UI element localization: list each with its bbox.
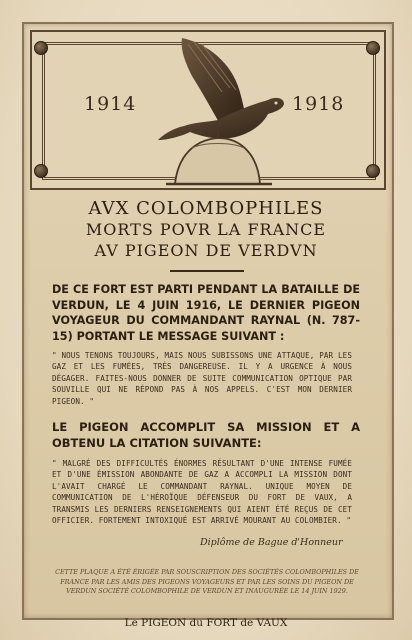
year-right: 1918 [292,93,345,115]
paragraph-departure: DE CE FORT EST PARTI PENDANT LA BATAILLE DE VERDUN, LE 4 JUIN 1916, LE DERNIER PIGEON VOYAGEUR DU COMMANDANT RAYNAL (N. 787-15) PORTANT LE MESSAGE SUIVANT : [52,283,360,343]
postcard-caption: Le PIGEON du FORT de VAUX [124,617,288,629]
year-left: 1914 [84,93,137,115]
title-line-2: MORTS POVR LA FRANCE [85,220,327,239]
dedication-note: CETTE PLAQUE A ÉTÉ ÉRIGÉE PAR SOUSCRIPTION DES SOCIÉTÉS COLOMBOPHILES DE FRANCE PAR LES AMIS DES PIGEONS VOYAGEURS ET PAR LES SOINS DU PIGEON DE VERDUN SOCIÉTÉ COLOMBOPHILE DE VERDUN ET INAUGURÉE LE 14 JUIN 1929. [55,568,359,596]
title-divider [170,270,244,272]
title-line-3: AV PIGEON DE VERDVN [94,241,318,260]
title-line-1: AVX COLOMBOPHILES [88,198,324,219]
quote-citation: " MALGRÉ DES DIFFICULTÉS ÉNORMES RÉSULTANT D'UNE INTENSE FUMÉE ET D'UNE ÉMISSION ABONDANTE DE GAZ A ACCOMPLI LA MISSION DONT L'AVAIT CHARGÉ LE COMMANDANT RAYNAL. UNIQUE MOYEN DE COMMUNICATION DE L'HÉROÏQUE DÉFENSEUR DU FORT DE VAUX, A TRANSMIS LES DERNIERS RENSEIGNEMENTS QUI AIENT ÉTÉ REÇUS DE CET OFFICIER. FORTEMENT INTOXIQUÉ EST ARRIVÉ MOURANT AU COLOMBIER. " [52,459,352,526]
quote-message: " NOUS TENONS TOUJOURS, MAIS NOUS SUBISSONS UNE ATTAQUE, PAR LES GAZ ET LES FUMÉES, TRÈS DANGEREUSE. IL Y A URGENCE À NOUS DÉGAGER. FAITES-NOUS DONNER DE SUITE COMMUNICATION OPTIQUE PAR SOUVILLE QUI NE RÉPOND PAS À NOS APPELS. C'EST MON DERNIER PIGEON. " [52,351,352,406]
paragraph-citation-intro: LE PIGEON ACCOMPLIT SA MISSION ET A OBTENU LA CITATION SUIVANTE: [52,420,360,450]
diploma-label: Diplôme de Bague d'Honneur [200,537,343,548]
